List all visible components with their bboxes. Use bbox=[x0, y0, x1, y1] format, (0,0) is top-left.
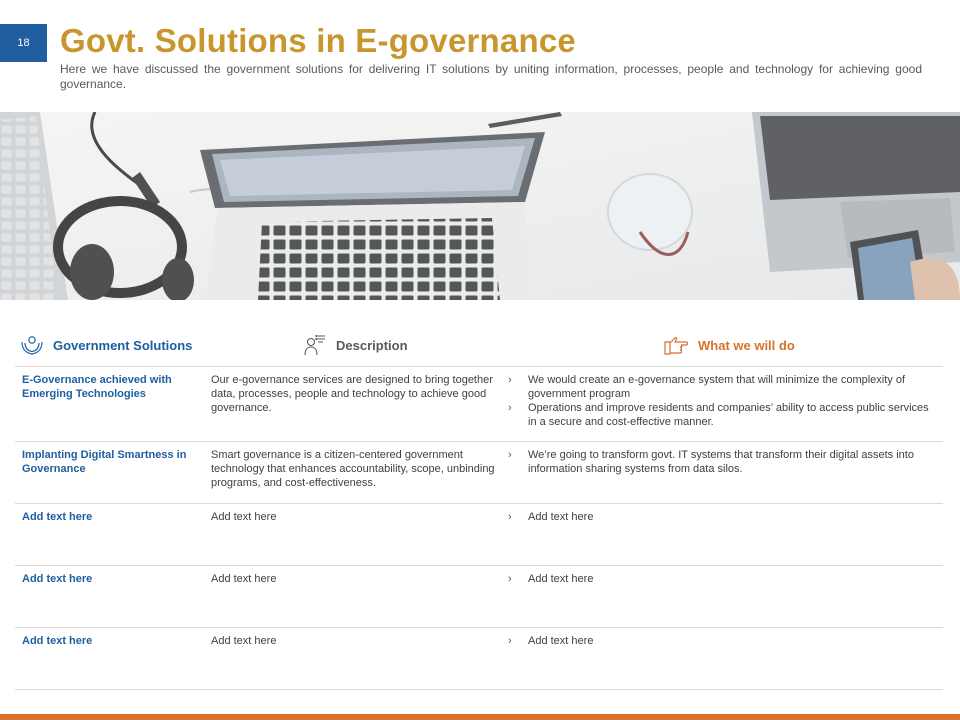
hands-care-icon bbox=[20, 333, 44, 357]
action-item bbox=[508, 401, 938, 429]
bullet-chevron-icon: › bbox=[508, 573, 512, 585]
bottom-accent-bar bbox=[0, 714, 960, 720]
action-text: Add text here bbox=[528, 635, 594, 647]
action-item bbox=[508, 373, 938, 401]
header-government-solutions bbox=[20, 325, 192, 365]
header-label: What we will do bbox=[698, 337, 795, 353]
header-label: Government Solutions bbox=[53, 337, 193, 353]
action-item bbox=[508, 634, 938, 648]
person-list-icon bbox=[303, 333, 327, 357]
bullet-chevron-icon: › bbox=[508, 635, 512, 647]
bullet-chevron-icon: › bbox=[508, 511, 512, 523]
hero-image-desk-laptops bbox=[0, 112, 960, 300]
header-description bbox=[303, 325, 408, 365]
table-row bbox=[15, 442, 943, 504]
row-description: Our e-governance services are designed to bring together data, processes, people and technology to achieve good governance. bbox=[211, 374, 493, 414]
table-row bbox=[15, 504, 943, 566]
page-subtitle: Here we have discussed the government solutions for delivering IT solutions by uniting information, processes, people and technology for achieving good governance. bbox=[60, 62, 922, 91]
action-text: Operations and improve residents and companies’ ability to access public services in a secure and cost-effective manner. bbox=[528, 402, 929, 428]
page-title: Govt. Solutions in E-governance bbox=[60, 22, 576, 59]
action-item bbox=[508, 572, 938, 586]
action-text: Add text here bbox=[528, 511, 594, 523]
row-solution: Add text here bbox=[22, 635, 93, 647]
row-solution: Add text here bbox=[22, 511, 93, 523]
table-row bbox=[15, 628, 943, 690]
row-actions bbox=[508, 510, 938, 524]
row-solution: Add text here bbox=[22, 573, 93, 585]
row-description: Smart governance is a citizen-centered government technology that enhances accountability, scope, unbinding programs, and cost-effectiveness. bbox=[211, 449, 495, 489]
bullet-chevron-icon: › bbox=[508, 449, 512, 461]
row-description: Add text here bbox=[211, 511, 277, 523]
table-header bbox=[15, 325, 943, 367]
row-actions bbox=[508, 572, 938, 586]
action-text: We’re going to transform govt. IT systems that transform their digital assets into information sharing systems from data silos. bbox=[528, 449, 914, 475]
row-actions bbox=[508, 448, 938, 476]
table-row bbox=[15, 367, 943, 442]
row-actions bbox=[508, 634, 938, 648]
header-label: Description bbox=[336, 337, 408, 353]
row-solution: E-Governance achieved with Emerging Technologies bbox=[22, 374, 172, 400]
row-description: Add text here bbox=[211, 573, 277, 585]
slide-number: 18 bbox=[0, 24, 47, 62]
action-text: We would create an e-governance system that will minimize the complexity of government program bbox=[528, 374, 906, 400]
bullet-chevron-icon: › bbox=[508, 374, 512, 386]
bullet-chevron-icon: › bbox=[508, 402, 512, 414]
row-actions bbox=[508, 373, 938, 429]
action-item bbox=[508, 510, 938, 524]
row-solution: Implanting Digital Smartness in Governance bbox=[22, 449, 187, 475]
row-description: Add text here bbox=[211, 635, 277, 647]
pointing-hand-icon bbox=[663, 334, 689, 356]
table-row bbox=[15, 566, 943, 628]
action-item bbox=[508, 448, 938, 476]
header-what-we-will-do bbox=[663, 325, 795, 365]
action-text: Add text here bbox=[528, 573, 594, 585]
